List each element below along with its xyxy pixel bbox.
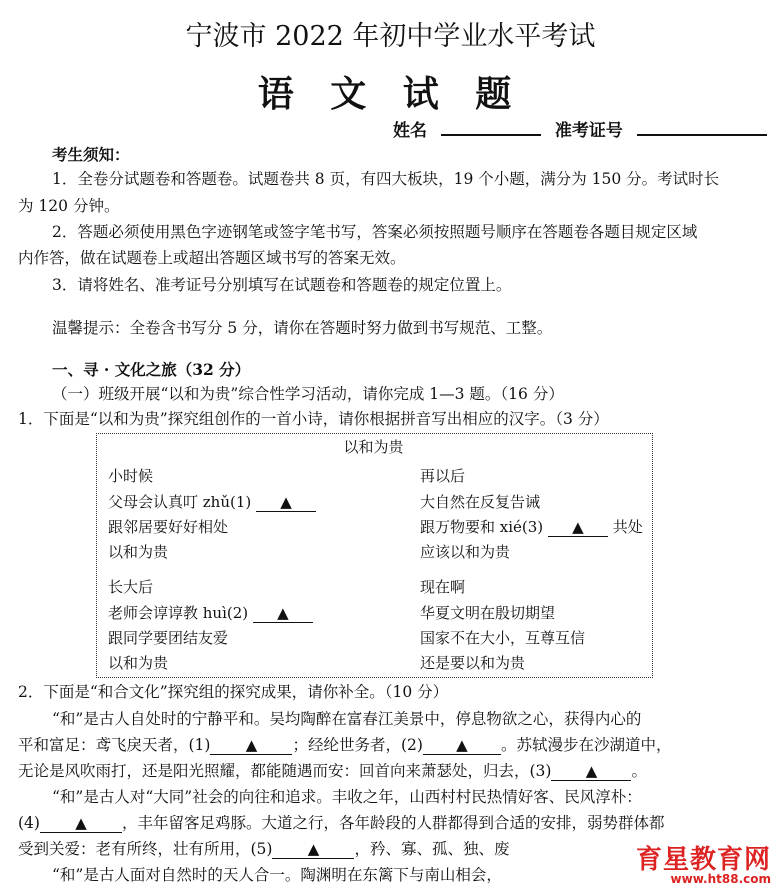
- answer-blank[interactable]: [253, 604, 313, 623]
- poem-right-line: 应该以和为贵: [420, 543, 511, 561]
- poem-left-line: 跟同学要团结友爱: [108, 629, 229, 647]
- q2-paragraph2-a: “和”是古人对“大同”社会的向往和追求。丰收之年，山西村村民热情好客、民风淳朴：: [52, 788, 642, 806]
- poem-left-line: 以和为贵: [108, 543, 169, 561]
- triangle-icon: ▲: [75, 814, 87, 832]
- poem-title: 以和为贵: [343, 438, 404, 456]
- poem-right-suffix: 共处: [612, 518, 643, 536]
- writing-tip: 温馨提示：全卷含书写分 5 分，请你在答题时努力做到书写规范、工整。: [52, 319, 553, 337]
- triangle-icon: ▲: [307, 840, 320, 858]
- q2-paragraph2-c: [18, 835, 509, 864]
- poem-left-line-blank2: [108, 602, 313, 623]
- answer-blank[interactable]: [423, 736, 501, 755]
- poem-right-line: 现在啊: [420, 578, 466, 596]
- q2-paragraph1-a: “和”是古人自处时的宁静平和。吴均陶醉在富春江美景中，停息物欲之心，获得内心的: [52, 710, 642, 728]
- poem-right-text: 跟万物要和 xié(3): [420, 518, 544, 536]
- triangle-icon: ▲: [280, 493, 292, 511]
- notice-heading: 考生须知：: [52, 145, 130, 164]
- q2-text: 。: [631, 762, 647, 780]
- triangle-icon: ▲: [585, 762, 598, 780]
- answer-blank[interactable]: [40, 814, 122, 833]
- poem-left-line: 跟邻居要好好相处: [108, 518, 229, 536]
- exam-id-label: 准考证号: [554, 121, 623, 141]
- poem-left-line: 长大后: [108, 578, 154, 596]
- poem-left-line: 小时候: [108, 467, 154, 485]
- exam-title: 宁波市 2022 年初中学业水平考试: [185, 21, 596, 52]
- poem-left-text: 老师会谆谆教 huì(2): [108, 604, 249, 622]
- poem-right-line-blank3: [420, 516, 643, 537]
- answer-blank[interactable]: [551, 762, 631, 781]
- q2-paragraph3: “和”是古人面对自然时的天人合一。陶渊明在东篱下与南山相会，: [52, 866, 502, 884]
- q2-text: (4): [18, 814, 40, 832]
- q2-text: ，矜、寡、孤、独、废: [354, 840, 510, 858]
- q2-paragraph1-b: [18, 731, 671, 760]
- poem-right-line: 还是要以和为贵: [420, 654, 526, 672]
- exam-subtitle: 语 文 试 题: [257, 73, 524, 115]
- poem-left-line-blank1: [108, 491, 316, 512]
- notice-item-3: 3．请将姓名、准考证号分别填写在试题卷和答题卷的规定位置上。: [52, 276, 512, 294]
- q2-text: 平和富足：鸢飞戾天者，(1): [18, 736, 211, 754]
- triangle-icon: ▲: [572, 518, 584, 536]
- candidate-info: [393, 116, 767, 141]
- poem-right-line: 大自然在反复告诫: [420, 493, 541, 511]
- q2-paragraph1-c: [18, 757, 647, 786]
- exam-id-field-line[interactable]: [637, 118, 767, 136]
- q2-text: ；经纶世务者，(2): [292, 736, 423, 754]
- section-heading: 一、寻 · 文化之旅（32 分）: [52, 360, 251, 379]
- site-watermark: [636, 839, 771, 886]
- answer-blank[interactable]: [548, 518, 608, 537]
- poem-left-text: 父母会认真叮 zhǔ(1): [108, 493, 252, 511]
- answer-blank[interactable]: [210, 736, 292, 755]
- answer-blank[interactable]: [256, 493, 316, 512]
- name-label: 姓名: [393, 121, 427, 141]
- question-1: 1．下面是“以和为贵”探究组创作的一首小诗，请你根据拼音写出相应的汉字。（3 分）: [18, 410, 609, 428]
- poem-right-line: 华夏文明在殷切期望: [420, 604, 556, 622]
- triangle-icon: ▲: [277, 604, 289, 622]
- notice-item-2a: 2．答题必须使用黑色字迹钢笔或签字笔书写，答案必须按照题号顺序在答题卷各题目规定区域: [52, 223, 698, 241]
- name-field-line[interactable]: [441, 118, 541, 136]
- poem-right-line: 再以后: [420, 467, 466, 485]
- triangle-icon: ▲: [456, 736, 468, 754]
- q2-paragraph2-b: [18, 809, 664, 838]
- notice-item-1a: 1．全卷分试题卷和答题卷。试题卷共 8 页，有四大板块，19 个小题，满分为 150 分。考试时长: [52, 170, 720, 188]
- notice-item-2b: 内作答，做在试题卷上或超出答题区域书写的答案无效。: [18, 249, 406, 267]
- triangle-icon: ▲: [245, 736, 258, 754]
- answer-blank[interactable]: [272, 840, 354, 859]
- watermark-url: www.ht88.com: [670, 872, 771, 886]
- part-heading: （一）班级开展“以和为贵”综合性学习活动，请你完成 1—3 题。（16 分）: [52, 385, 564, 403]
- question-2: 2．下面是“和合文化”探究组的探究成果，请你补全。（10 分）: [18, 683, 449, 701]
- q2-text: 无论是风吹雨打，还是阳光照耀，都能随遇而安：回首向来萧瑟处，归去，(3): [18, 762, 552, 780]
- q2-text: ，丰年留客足鸡豚。大道之行，各年龄段的人群都得到合适的安排，弱势群体都: [121, 814, 665, 832]
- notice-item-1b: 为 120 分钟。: [18, 197, 120, 215]
- poem-right-line: 国家不在大小，互尊互信: [420, 629, 586, 647]
- poem-left-line: 以和为贵: [108, 654, 169, 672]
- watermark-text: 育星教育网: [635, 845, 771, 875]
- q2-text: 受到关爱：老有所终，壮有所用，(5): [18, 840, 273, 858]
- q2-text: 。苏轼漫步在沙湖道中，: [500, 736, 672, 754]
